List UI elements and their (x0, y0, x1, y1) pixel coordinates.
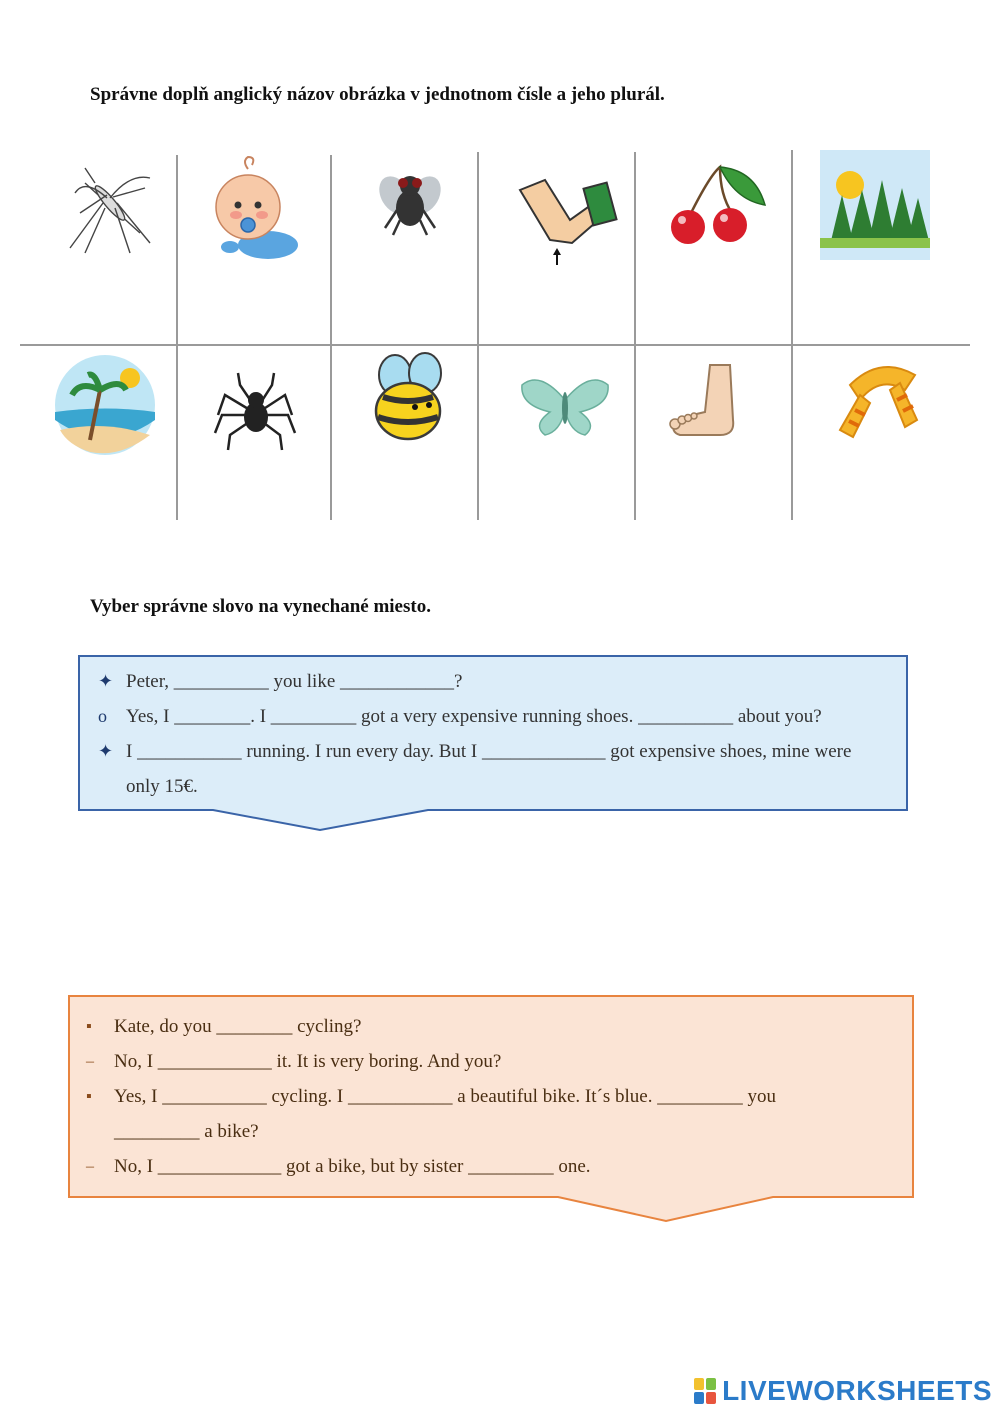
dialogue-line (98, 664, 851, 699)
picture-grid (20, 150, 970, 520)
logo-text: LIVEWORKSHEETS (722, 1375, 992, 1406)
arm-icon (510, 155, 620, 265)
grid-divider (477, 152, 479, 520)
bee-icon (353, 345, 463, 455)
dialogue-text: Peter, __________ you like ____________? (126, 671, 463, 692)
dialogue-line (98, 734, 851, 769)
star-bullet-icon: ✦ (98, 741, 114, 761)
exercise-1-heading: Správne doplň anglický názov obrázka v jednotnom čísle a jeho plurál. (90, 84, 665, 105)
forest-icon (820, 150, 930, 260)
scarf-icon (825, 345, 935, 455)
beach-icon (50, 350, 160, 460)
spider-icon (200, 355, 310, 465)
liveworksheets-logo[interactable] (694, 1375, 992, 1407)
dialogue-line (86, 1079, 776, 1114)
dialogue-line (86, 1009, 776, 1044)
dialogue-line (86, 1149, 776, 1184)
circle-bullet-icon: o (98, 706, 107, 726)
dialogue-box-1 (78, 655, 908, 833)
dialogue-line (98, 769, 851, 804)
logo-icon (694, 1378, 716, 1404)
dialogue-text: Yes, I ___________ cycling. I ___________ a beautiful bike. It´s blue. _________ you (114, 1086, 776, 1107)
grid-divider (634, 152, 636, 520)
dialogue-text: _________ a bike? (114, 1121, 259, 1142)
square-bullet-icon: ▪ (86, 1018, 92, 1035)
dialogue-text: No, I _____________ got a bike, but by sister _________ one. (114, 1156, 591, 1177)
dash-bullet-icon: – (86, 1158, 94, 1175)
butterfly-icon (510, 350, 620, 460)
dialogue-text: only 15€. (126, 776, 198, 797)
foot-icon (655, 350, 765, 460)
dash-bullet-icon: – (86, 1053, 94, 1070)
grid-divider (791, 150, 793, 520)
dialogue-text: Kate, do you ________ cycling? (114, 1016, 362, 1037)
grid-divider (176, 155, 178, 520)
dialogue-line (86, 1044, 776, 1079)
square-bullet-icon: ▪ (86, 1088, 92, 1105)
star-bullet-icon: ✦ (98, 671, 114, 691)
baby-icon (200, 155, 310, 265)
fly-icon (355, 150, 465, 260)
dialogue-box-2 (68, 995, 914, 1225)
cherries-icon (660, 155, 770, 265)
grid-divider (330, 155, 332, 520)
dialogue-text: No, I ____________ it. It is very boring. And you? (114, 1051, 502, 1072)
dialogue-line (86, 1114, 776, 1149)
mosquito-icon (55, 153, 165, 263)
dialogue-text: I ___________ running. I run every day. But I _____________ got expensive shoes, mine were (126, 741, 852, 762)
dialogue-line (98, 699, 851, 734)
exercise-2-heading: Vyber správne slovo na vynechané miesto. (90, 596, 431, 617)
dialogue-text: Yes, I ________. I _________ got a very expensive running shoes. __________ about you? (126, 706, 822, 727)
